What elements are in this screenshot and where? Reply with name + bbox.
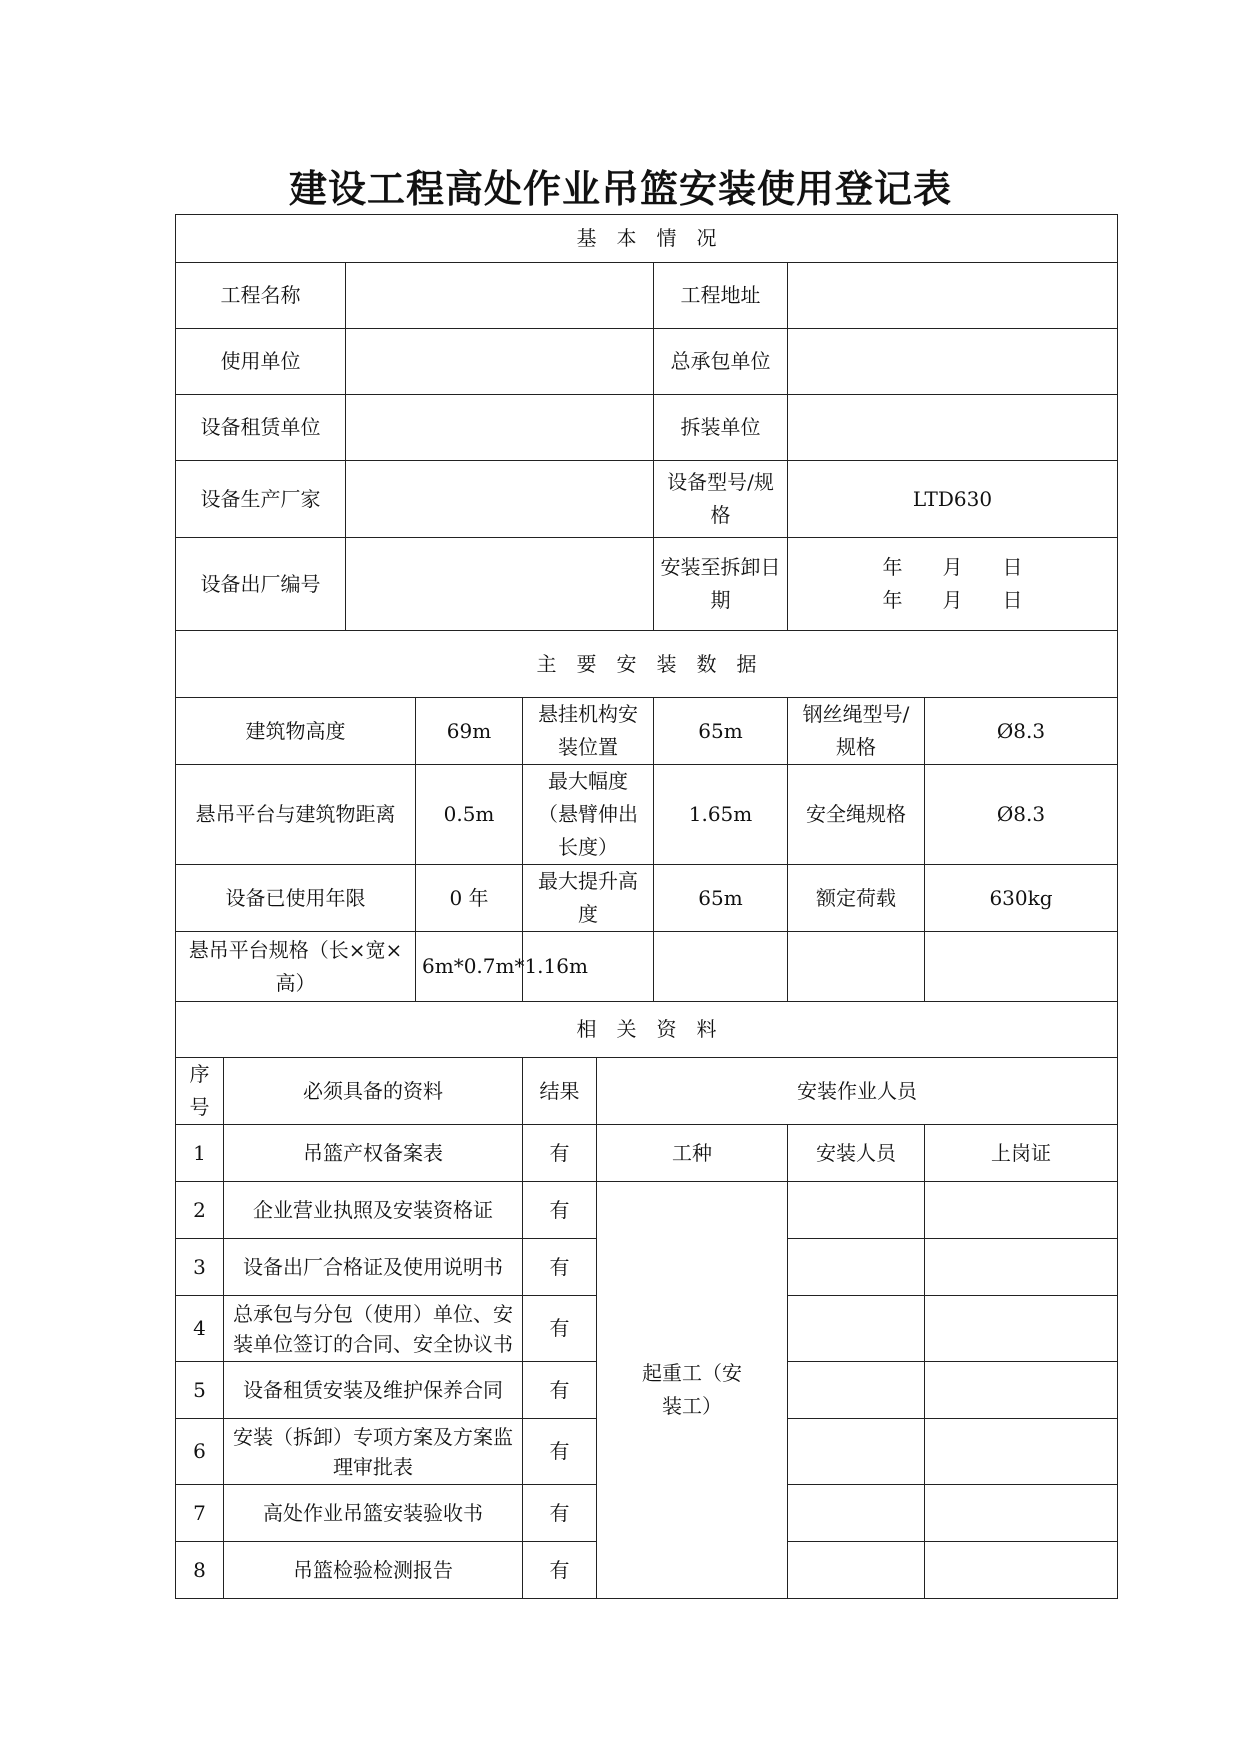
trade-text: 起重工（安装工） <box>642 1361 742 1418</box>
label-suspension-position: 悬挂机构安装位置 <box>523 698 654 765</box>
value-manufacturer[interactable] <box>346 461 654 538</box>
installer-cert-cell[interactable] <box>925 1362 1118 1419</box>
label-user-unit: 使用单位 <box>176 329 346 395</box>
col-header-doc: 必须具备的资料 <box>224 1058 523 1125</box>
value-platform-distance[interactable]: 0.5m <box>416 765 523 865</box>
value-model[interactable]: LTD630 <box>788 461 1118 538</box>
value-project-address[interactable] <box>788 263 1118 329</box>
doc-row-result[interactable]: 有 <box>523 1125 597 1182</box>
value-period[interactable] <box>788 538 1118 631</box>
doc-row-result[interactable]: 有 <box>523 1296 597 1362</box>
col-header-trade: 工种 <box>597 1125 788 1182</box>
label-building-height: 建筑物高度 <box>176 698 416 765</box>
label-max-lift-height: 最大提升高度 <box>523 865 654 932</box>
doc-row-no: 2 <box>176 1182 224 1239</box>
col-header-personnel: 安装作业人员 <box>597 1058 1118 1125</box>
period-end-date: 年 月 日 <box>882 588 1023 612</box>
label-max-reach: 最大幅度（悬臂伸出长度） <box>523 765 654 865</box>
registration-form <box>175 214 1118 1599</box>
installer-name-cell[interactable] <box>788 1485 925 1542</box>
label-model: 设备型号/规格 <box>654 461 788 538</box>
doc-row-result[interactable]: 有 <box>523 1485 597 1542</box>
empty-cell <box>654 932 788 1002</box>
label-lessor: 设备租赁单位 <box>176 395 346 461</box>
doc-row-name: 总承包与分包（使用）单位、安装单位签订的合同、安全协议书 <box>224 1296 523 1362</box>
doc-row-no: 4 <box>176 1296 224 1362</box>
label-safety-rope: 安全绳规格 <box>788 765 925 865</box>
section-header-basic: 基 本 情 况 <box>176 215 1118 263</box>
installer-cert-cell[interactable] <box>925 1485 1118 1542</box>
trade-value <box>597 1182 788 1599</box>
value-installer-unit[interactable] <box>788 395 1118 461</box>
installer-cert-cell[interactable] <box>925 1296 1118 1362</box>
label-wire-rope: 钢丝绳型号/规格 <box>788 698 925 765</box>
installer-name-cell[interactable] <box>788 1296 925 1362</box>
installer-name-cell[interactable] <box>788 1419 925 1485</box>
doc-row-name: 设备租赁安装及维护保养合同 <box>224 1362 523 1419</box>
col-header-cert: 上岗证 <box>925 1125 1118 1182</box>
value-general-contractor[interactable] <box>788 329 1118 395</box>
section-header-docs: 相 关 资 料 <box>176 1002 1118 1058</box>
value-building-height[interactable]: 69m <box>416 698 523 765</box>
empty-cell <box>925 932 1118 1002</box>
doc-row-result[interactable]: 有 <box>523 1362 597 1419</box>
installer-cert-cell[interactable] <box>925 1182 1118 1239</box>
label-manufacturer: 设备生产厂家 <box>176 461 346 538</box>
doc-row-no: 1 <box>176 1125 224 1182</box>
installer-name-cell[interactable] <box>788 1182 925 1239</box>
doc-row-name: 高处作业吊篮安装验收书 <box>224 1485 523 1542</box>
doc-row-no: 3 <box>176 1239 224 1296</box>
doc-row-result[interactable]: 有 <box>523 1419 597 1485</box>
installer-name-cell[interactable] <box>788 1239 925 1296</box>
installer-cert-cell[interactable] <box>925 1239 1118 1296</box>
doc-row-result[interactable]: 有 <box>523 1182 597 1239</box>
doc-row-result[interactable]: 有 <box>523 1542 597 1599</box>
doc-row-name: 吊篮检验检测报告 <box>224 1542 523 1599</box>
value-max-lift-height[interactable]: 65m <box>654 865 788 932</box>
value-serial[interactable] <box>346 538 654 631</box>
value-platform-spec[interactable]: 6m*0.7m*1.16m <box>416 932 523 1002</box>
installer-name-cell[interactable] <box>788 1362 925 1419</box>
value-lessor[interactable] <box>346 395 654 461</box>
value-safety-rope[interactable]: Ø8.3 <box>925 765 1118 865</box>
value-user-unit[interactable] <box>346 329 654 395</box>
label-rated-load: 额定荷载 <box>788 865 925 932</box>
value-max-reach[interactable]: 1.65m <box>654 765 788 865</box>
col-header-result: 结果 <box>523 1058 597 1125</box>
doc-row-no: 7 <box>176 1485 224 1542</box>
label-general-contractor: 总承包单位 <box>654 329 788 395</box>
label-project-address: 工程地址 <box>654 263 788 329</box>
label-installer-unit: 拆装单位 <box>654 395 788 461</box>
label-platform-spec: 悬吊平台规格（长×宽×高） <box>176 932 416 1002</box>
value-project-name[interactable] <box>346 263 654 329</box>
empty-cell <box>788 932 925 1002</box>
installer-name-cell[interactable] <box>788 1542 925 1599</box>
doc-row-no: 8 <box>176 1542 224 1599</box>
doc-row-no: 6 <box>176 1419 224 1485</box>
label-years-used: 设备已使用年限 <box>176 865 416 932</box>
doc-row-result[interactable]: 有 <box>523 1239 597 1296</box>
doc-row-name: 吊篮产权备案表 <box>224 1125 523 1182</box>
value-suspension-position[interactable]: 65m <box>654 698 788 765</box>
label-platform-distance: 悬吊平台与建筑物距离 <box>176 765 416 865</box>
label-period: 安装至拆卸日期 <box>654 538 788 631</box>
doc-row-name: 设备出厂合格证及使用说明书 <box>224 1239 523 1296</box>
section-header-install: 主 要 安 装 数 据 <box>176 631 1118 698</box>
installer-cert-cell[interactable] <box>925 1419 1118 1485</box>
value-rated-load[interactable]: 630kg <box>925 865 1118 932</box>
doc-row-name: 企业营业执照及安装资格证 <box>224 1182 523 1239</box>
doc-row-name: 安装（拆卸）专项方案及方案监理审批表 <box>224 1419 523 1485</box>
col-header-installer: 安装人员 <box>788 1125 925 1182</box>
col-header-no: 序号 <box>176 1058 224 1125</box>
label-serial: 设备出厂编号 <box>176 538 346 631</box>
page-title: 建设工程高处作业吊篮安装使用登记表 <box>288 166 952 211</box>
value-years-used[interactable]: 0 年 <box>416 865 523 932</box>
label-project-name: 工程名称 <box>176 263 346 329</box>
value-wire-rope[interactable]: Ø8.3 <box>925 698 1118 765</box>
installer-cert-cell[interactable] <box>925 1542 1118 1599</box>
doc-row-no: 5 <box>176 1362 224 1419</box>
period-start-date: 年 月 日 <box>882 555 1023 579</box>
